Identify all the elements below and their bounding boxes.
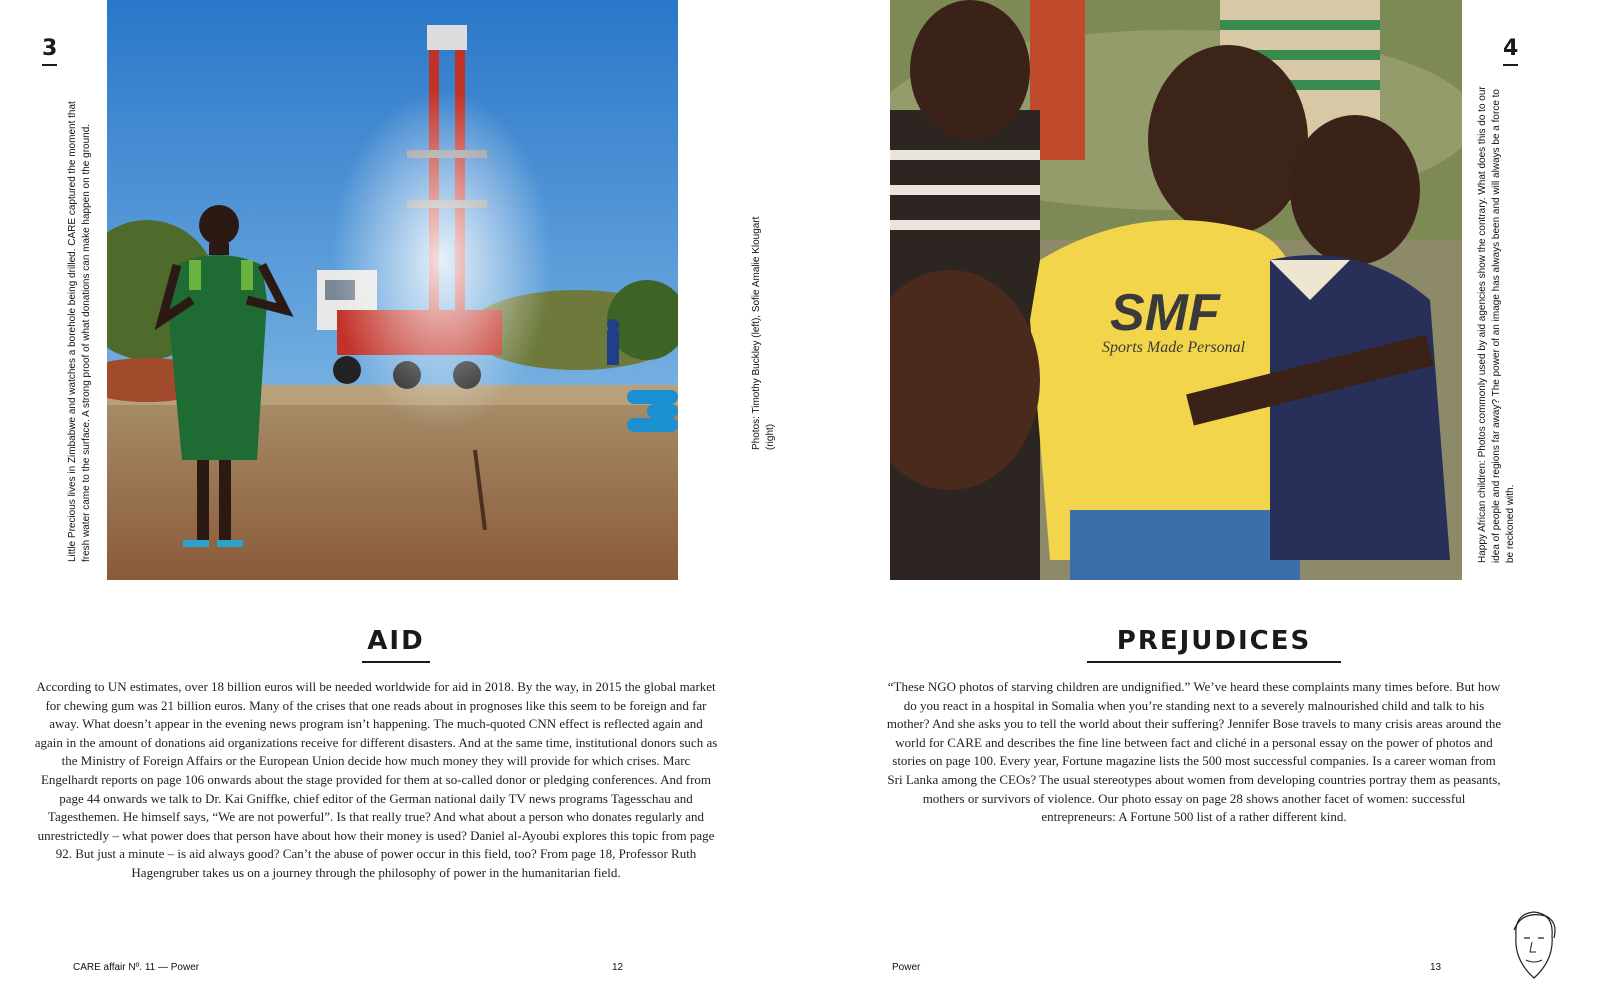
footer-page-number-left: 12 bbox=[612, 962, 624, 973]
photo-borehole-drilling bbox=[107, 0, 678, 580]
portrait-sketch-icon bbox=[1506, 908, 1562, 982]
heading-aid: AID bbox=[362, 628, 430, 663]
borehole-scene-illustration bbox=[107, 0, 678, 580]
photo-caption-left: Little Precious lives in Zimbabwe and watches a borehole being drilled. CARE captured the moment that fresh water came to the surface. A strong proof of what donations can make happen on the ground. bbox=[67, 101, 92, 562]
footer-page-number-right: 13 bbox=[1430, 962, 1442, 973]
photo-caption-right: Happy African children: Photos commonly used by aid agencies show the contrary. What does this do to our idea of people and regions far away? The power of an image has always been and will always be a force to be reckoned with. bbox=[1477, 86, 1516, 563]
shirt-logo-text: SMF bbox=[1110, 284, 1220, 342]
body-text-prejudices: “These NGO photos of starving children are undignified.” We’ve heard these complaints many times before. But how do you react in a hospital in Somalia when you’re standing next to a severely malnourished child and talk to his mother? And she asks you to tell the world about their suffering? Jennifer Bose travels to many crisis areas around the world for CARE and describes the fine line between fact and cliché in a personal essay on the power of photos and stories on page 100. Every year, Fortune magazine lists the 500 most successful companies. Is a career woman from Sri Lanka among the CEOs? The usual stereotypes about women from developing countries portray them as peasants, mothers or survivors of violence. Our photo essay on page 28 shows another facet of women: successful entrepreneurs: A Fortune 500 list of a rather different kind. bbox=[886, 679, 1502, 825]
page-marker-4: 4 bbox=[1503, 38, 1518, 66]
body-text-aid: According to UN estimates, over 18 billion euros will be needed worldwide for aid in 2018. By the way, in 2015 the global market for chewing gum was 21 billion euros. Many of the crises that one reads about in prognoses like this seem to be foreign and far away. What doesn’t appear in the evening news program isn’t happening. The much-quoted CNN effect is reflected again and again in the amount of donations aid organizations receive for different disasters. And at the same time, institutional donors such as the Ministry of Foreign Affairs or the European Union decide how much money they will provide for which crises. Marc Engelhardt reports on page 106 onwards about the stage provided for them at so-called donor or pledging conferences. And from page 44 onwards we talk to Dr. Kai Gniffke, chief editor of the German national daily TV news programs Tagesschau and Tagesthemen. He himself says, “We are not powerful”. Is that really true? And what about a person who donates regularly and unrestrictedly – what power does that person have about how their money is used? Daniel al-Ayoubi explores this topic from page 92. But just a minute – is aid always good? Can’t the abuse of power occur in this field, too? From page 18, Professor Ruth Hagengruber takes us on a journey through the philosophy of power in the humanitarian field. bbox=[34, 679, 718, 880]
shirt-slogan-text: Sports Made Personal bbox=[1102, 339, 1246, 356]
heading-prejudices: PREJUDICES bbox=[1087, 628, 1341, 663]
footer-issue-label: CARE affair Nº. 11 — Power bbox=[73, 962, 200, 973]
photo-happy-children bbox=[890, 0, 1462, 580]
page-marker-3: 3 bbox=[42, 38, 57, 66]
children-scene-illustration bbox=[890, 0, 1462, 580]
footer-section-label: Power bbox=[892, 962, 921, 973]
photo-credit: Photos: Timothy Buckley (left), Sofie Amalie Klougart (right) bbox=[751, 216, 776, 450]
